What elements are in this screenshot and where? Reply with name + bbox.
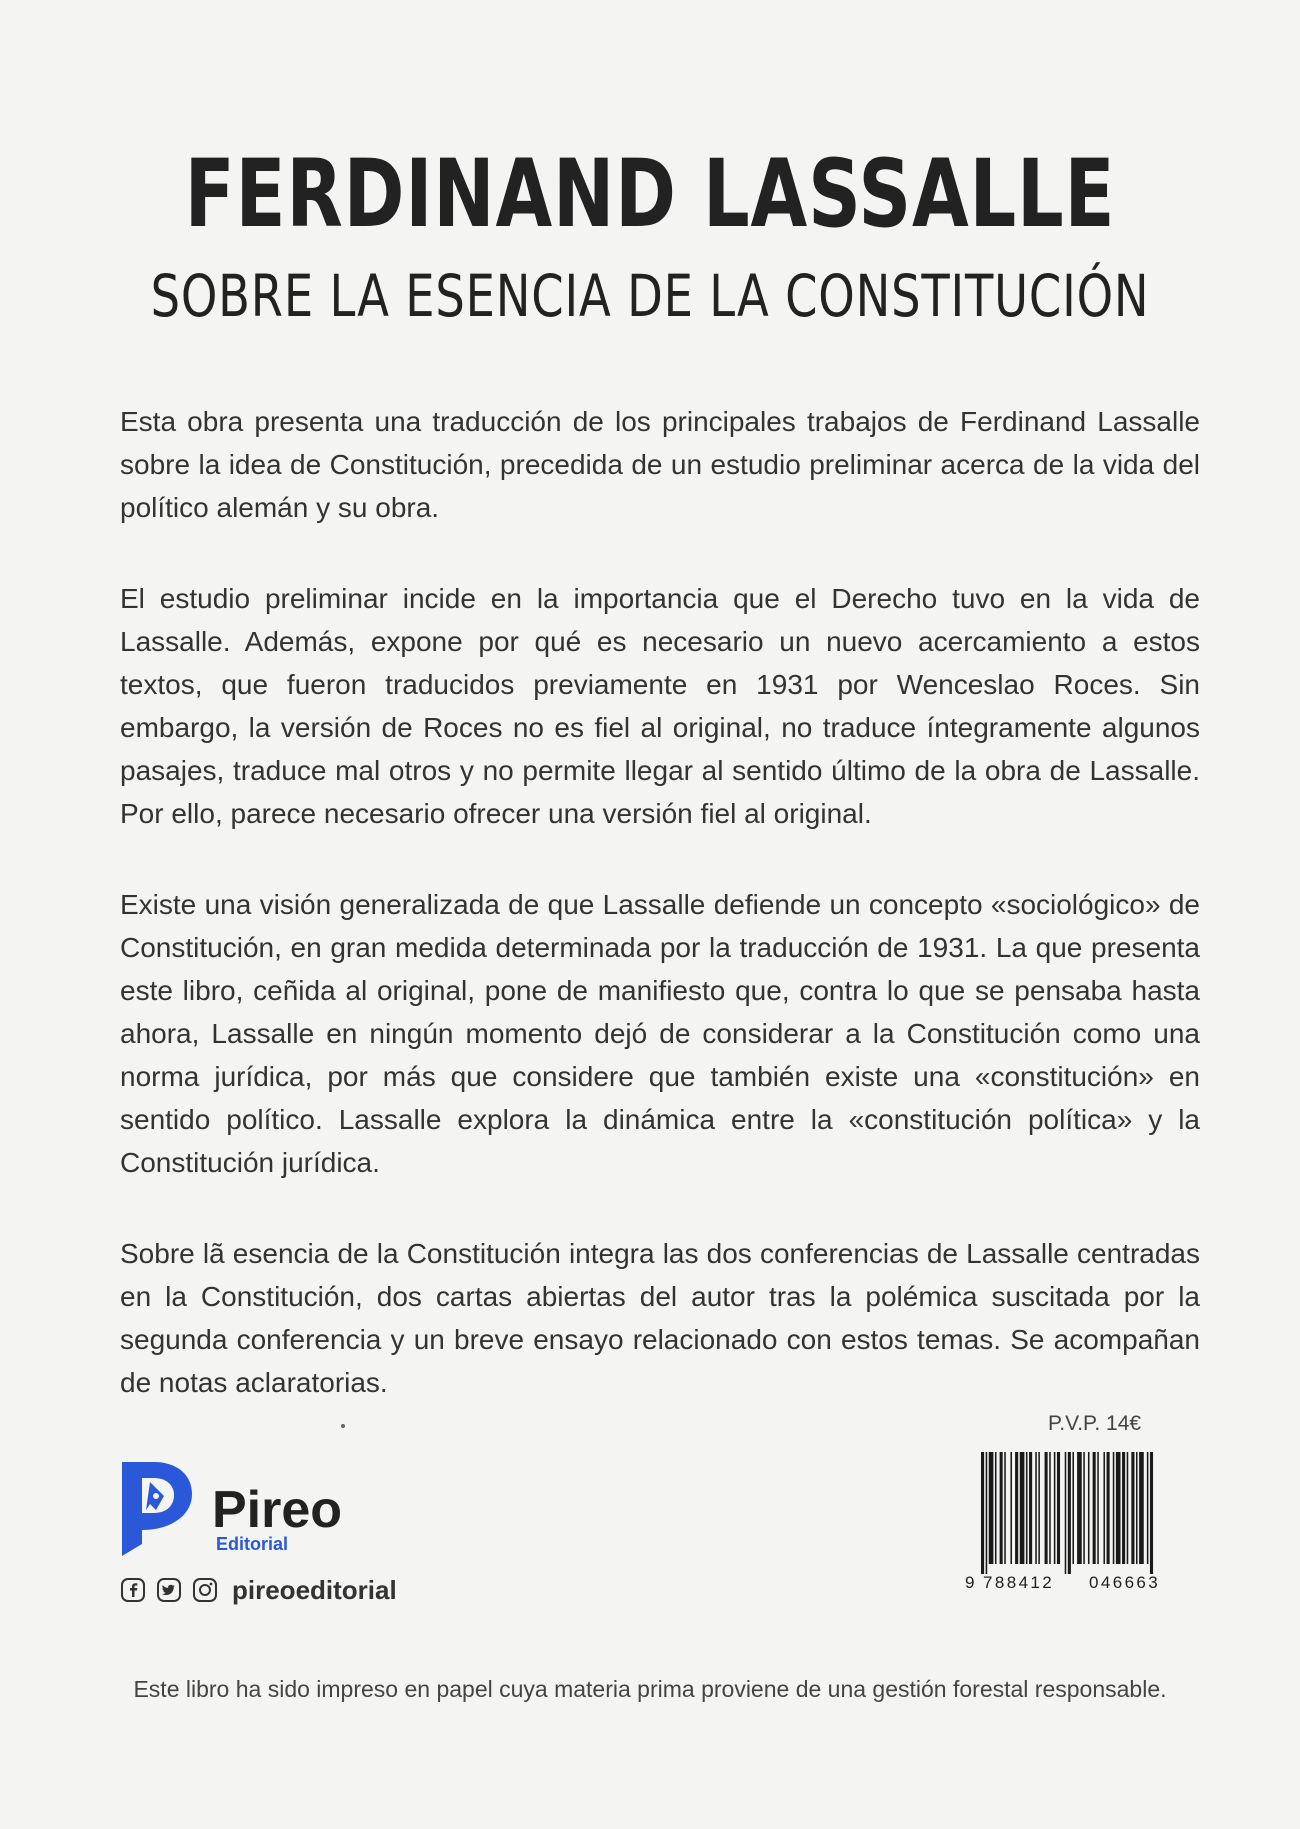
- barcode-bar: [1113, 1452, 1115, 1564]
- barcode-bar: [1020, 1452, 1025, 1564]
- publisher-name: Pireo: [212, 1481, 343, 1539]
- publisher-subtitle: Editorial: [216, 1534, 289, 1554]
- twitter-icon: [156, 1577, 182, 1603]
- barcode-digits-right: 046663: [1089, 1573, 1161, 1592]
- author-name: FERDINAND LASSALLE: [184, 140, 1116, 249]
- isbn-barcode: [965, 1452, 1205, 1592]
- barcode-bar: [1026, 1452, 1028, 1564]
- book-title: SOBRE LA ESENCIA DE LA CONSTITUCIÓN: [150, 262, 1150, 330]
- barcode-bar: [1010, 1452, 1012, 1564]
- barcode-bar: [1038, 1452, 1040, 1564]
- barcode-bar: [989, 1452, 994, 1564]
- barcode-bar: [1093, 1452, 1096, 1564]
- barcode-bar: [1004, 1452, 1006, 1564]
- barcode-bar: [1103, 1452, 1105, 1564]
- barcode-bar: [1000, 1452, 1003, 1564]
- barcode-bar: [1068, 1452, 1071, 1574]
- barcode-bar: [1077, 1452, 1082, 1564]
- barcode-bar: [1122, 1452, 1125, 1564]
- barcode-bar: [1116, 1452, 1121, 1564]
- barcode-bar: [1083, 1452, 1085, 1564]
- price-label: P.V.P. 14€: [1048, 1412, 1142, 1435]
- barcode-bar: [1150, 1452, 1153, 1574]
- social-row: [120, 1572, 397, 1608]
- synopsis-paragraph: Existe una visión generalizada de que Lassalle defiende un concepto «sociológico» de Constitución, en gran medida determinada por la traducción de 1931. La que presenta este libro, ceñida al original, pone de manifiesto que, contra lo que se pensaba hasta ahora, Lassalle en ningún momento dejó de considerar a la Constitución como una norma jurídica, por más que considere que también existe una «constitución» en sentido político. Lassalle explora la dinámica entre la «constitución política» y la Constitución jurídica.: [120, 889, 1200, 1178]
- synopsis: [120, 400, 1200, 1452]
- barcode-bar: [981, 1452, 984, 1574]
- barcode-bar: [1139, 1452, 1144, 1564]
- barcode-bar: [1088, 1452, 1090, 1564]
- facebook-icon: [120, 1577, 146, 1603]
- barcode-bar: [1065, 1452, 1067, 1574]
- barcode-digits-left: 788412: [983, 1573, 1055, 1592]
- barcode-bar: [1127, 1452, 1129, 1564]
- barcode-bar: [986, 1452, 988, 1574]
- social-handle: pireoeditorial: [232, 1574, 397, 1605]
- barcode-bar: [1049, 1452, 1051, 1564]
- barcode-bar: [1054, 1452, 1056, 1564]
- barcode-digit-lead: 9: [965, 1573, 975, 1592]
- barcode-bar: [1131, 1452, 1134, 1564]
- synopsis-paragraph: El estudio preliminar incide en la importancia que el Derecho tuvo en la vida de Lassalle. Además, expone por qué es necesario un nuevo acercamiento a estos textos, que fueron traducidos previamente en 1931 por Wenceslao Roces. Sin embargo, la versión de Roces no es fiel al original, no traduce íntegramente algunos pasajes, traduce mal otros y no permite llegar al sentido último de la obra de Lassalle. Por ello, parece necesario ofrecer una versión fiel al original.: [120, 583, 1200, 829]
- barcode-bar: [1136, 1452, 1138, 1564]
- barcode-bar: [1147, 1452, 1149, 1564]
- instagram-icon: [192, 1577, 218, 1603]
- barcode-bar: [1035, 1452, 1037, 1564]
- pireo-pen-icon: [122, 1462, 192, 1556]
- publisher-logo: [120, 1460, 400, 1560]
- barcode-bar: [995, 1452, 997, 1564]
- barcode-bar: [1097, 1452, 1099, 1564]
- barcode-bar: [1072, 1452, 1074, 1564]
- footer-note: Este libro ha sido impreso en papel cuya materia prima proviene de una gestión forestal responsable.: [133, 1676, 1167, 1702]
- barcode-bar: [1045, 1452, 1048, 1564]
- barcode-bar: [1057, 1452, 1060, 1564]
- barcode-bar: [1029, 1452, 1032, 1564]
- barcode-bar: [1015, 1452, 1018, 1564]
- synopsis-paragraph: Esta obra presenta una traducción de los principales trabajos de Ferdinand Lassalle sobre la idea de Constitución, precedida de un estudio preliminar acerca de la vida del político alemán y su obra.: [120, 406, 1200, 523]
- barcode-bar: [1107, 1452, 1110, 1564]
- synopsis-paragraph: Sobre lã esencia de la Constitución integra las dos conferencias de Lassalle centradas en la Constitución, dos cartas abiertas del autor tras la polémica suscitada por la segunda conferencia y un breve ensayo relacionado con estos temas. Se acompañan de notas aclaratorias.: [120, 1238, 1200, 1398]
- print-dot: [341, 1424, 345, 1428]
